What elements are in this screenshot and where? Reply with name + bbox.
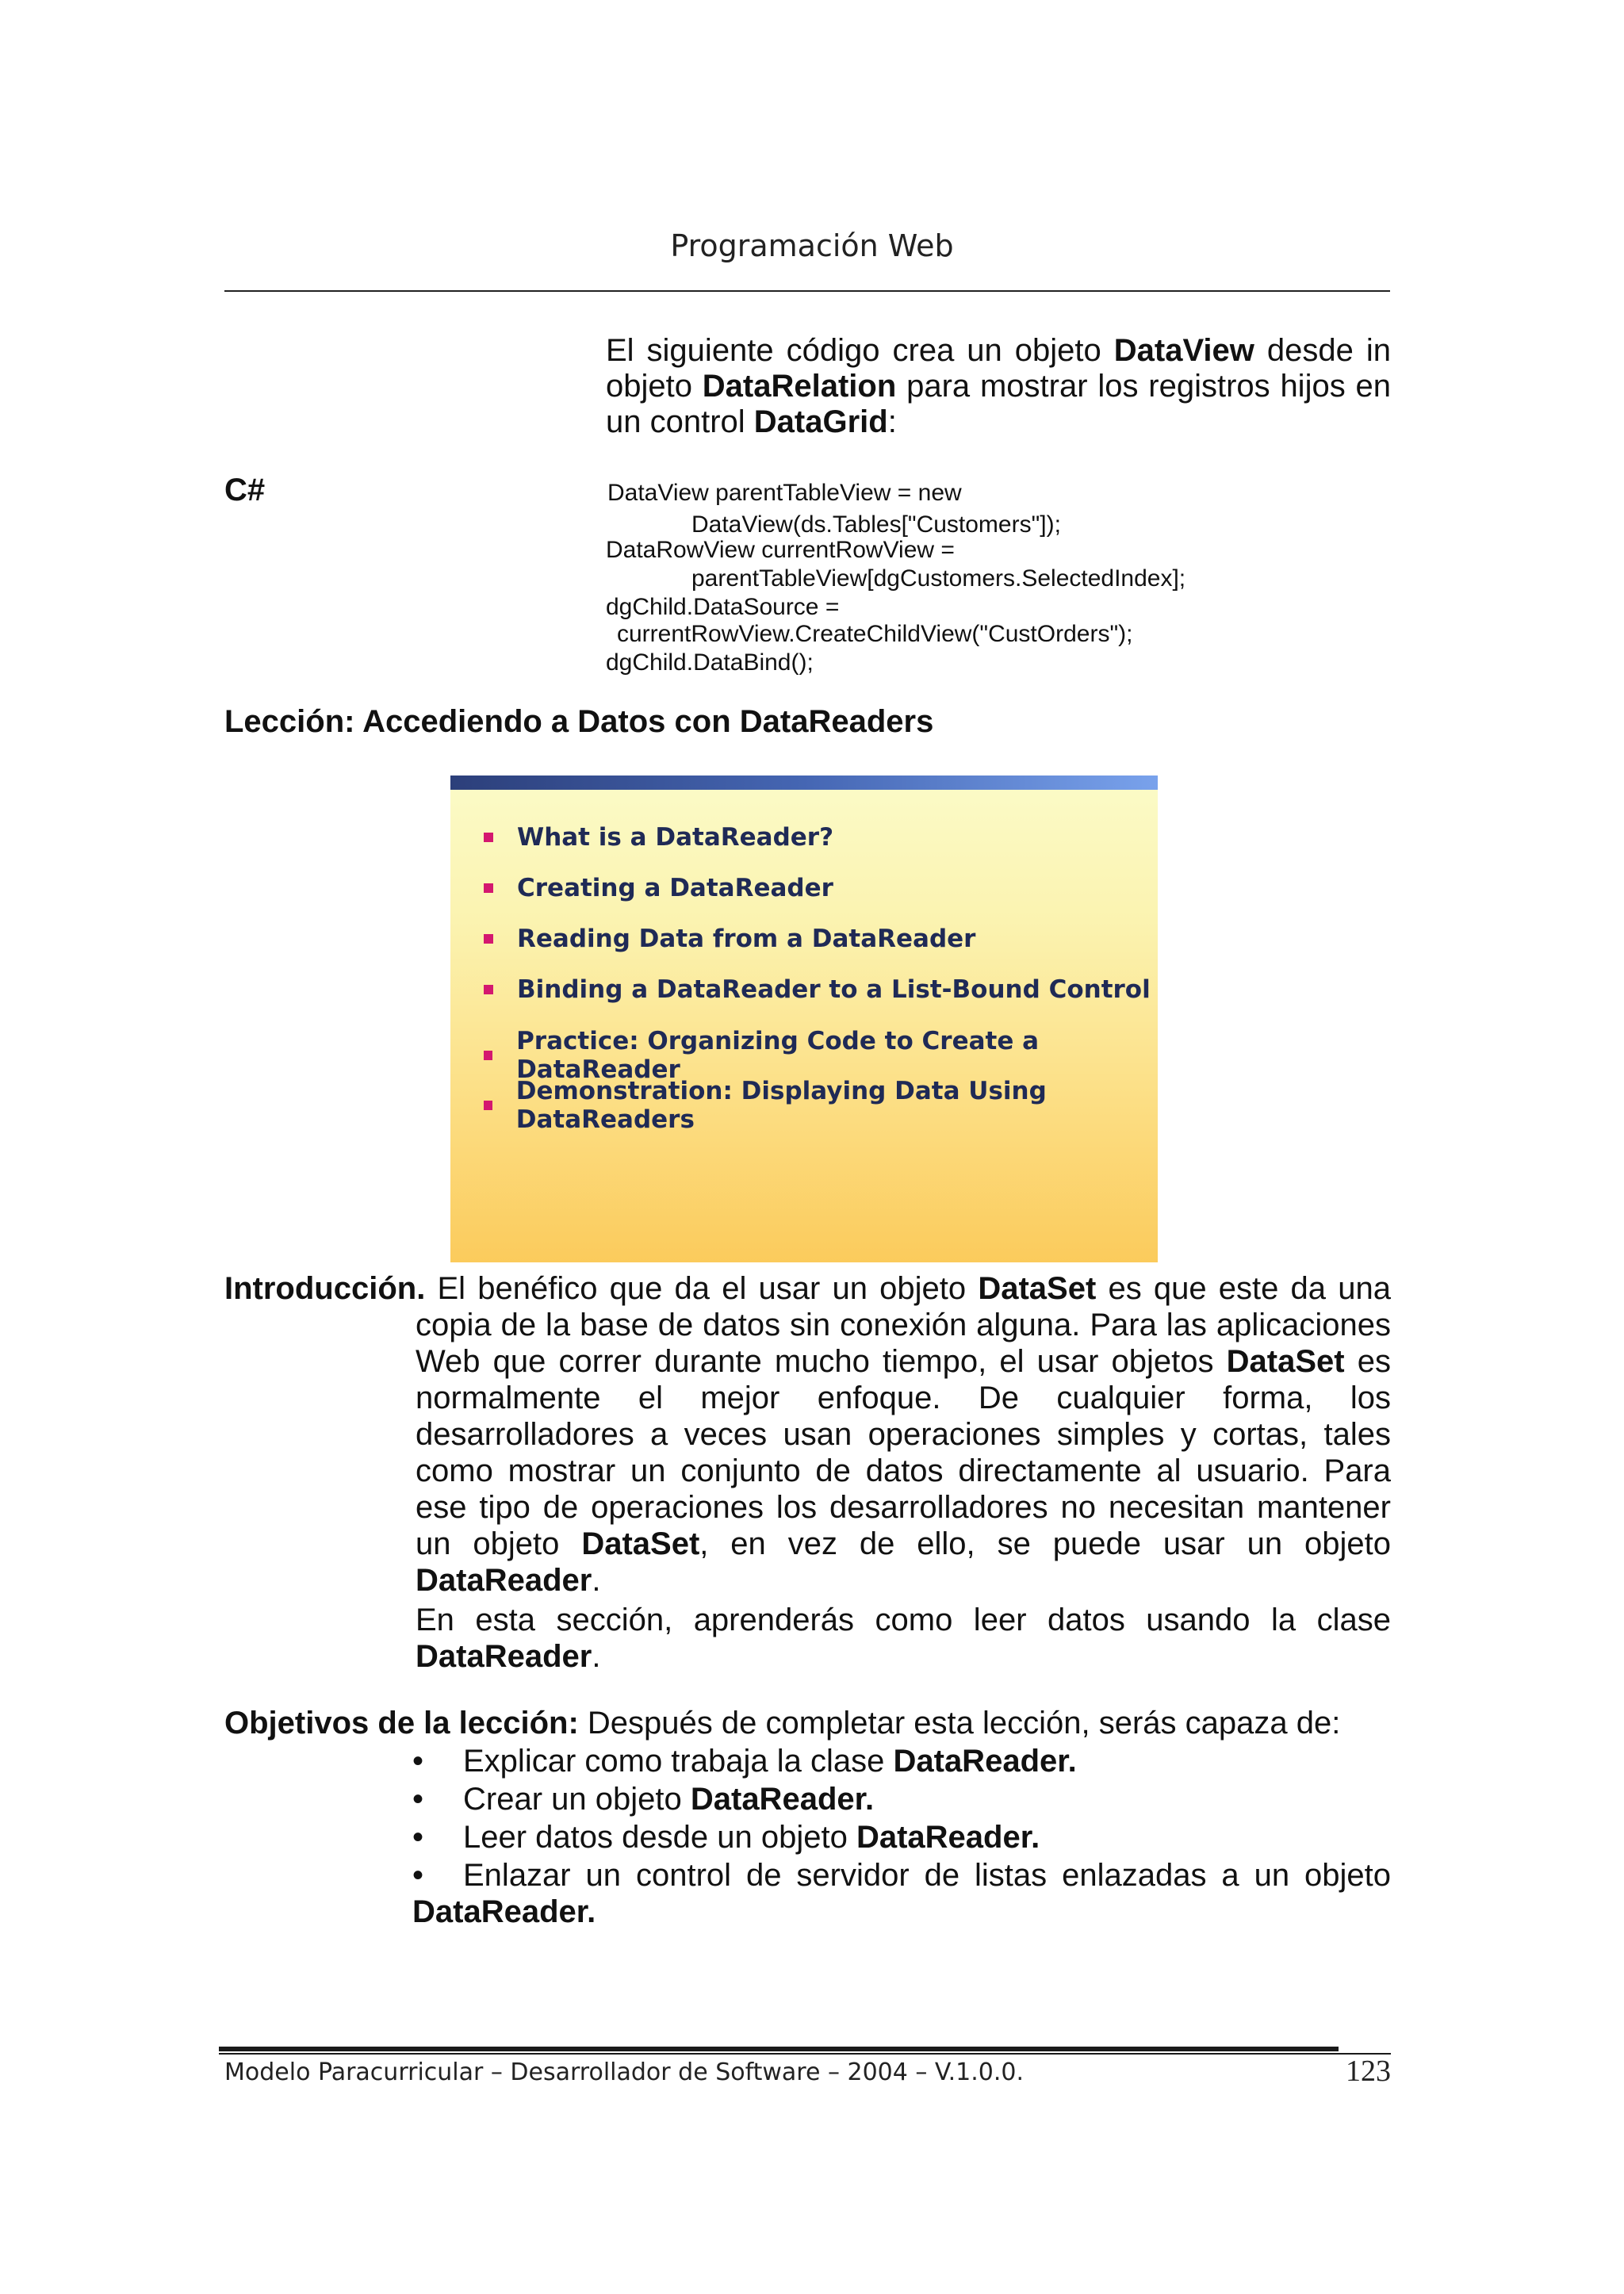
slide-bullet-item: Creating a DataReader — [484, 874, 833, 902]
lesson-slide — [450, 776, 1158, 1262]
code-line: DataView(ds.Tables["Customers"]); — [691, 511, 1061, 538]
bullet-icon: • — [412, 1858, 424, 1893]
slide-bullet-item: Binding a DataReader to a List-Bound Control — [484, 975, 1151, 1004]
code-intro-line-3: un control DataGrid: — [606, 404, 897, 439]
lesson-title: Lección: Accediendo a Datos con DataReaders — [224, 704, 934, 739]
footer-text: Modelo Paracurricular – Desarrollador de Software – 2004 – V.1.0.0. — [224, 2058, 1024, 2086]
header-divider — [224, 290, 1390, 292]
slide-bullet-item: Reading Data from a DataReader — [484, 925, 975, 953]
page-number: 123 — [1346, 2055, 1391, 2088]
objective-list-item: • Leer datos desde un objeto DataReader. — [412, 1820, 1040, 1855]
code-intro-line-2: objeto DataRelation para mostrar los registros hijos en — [606, 369, 1391, 404]
bullet-icon: • — [412, 1820, 424, 1855]
introduccion-label: Introducción. — [224, 1271, 426, 1306]
slide-bullet-item: Practice: Organizing Code to Create a DataReader — [484, 1027, 1158, 1084]
page-header-title: Programación Web — [670, 228, 954, 263]
footer-divider-thin — [219, 2053, 1391, 2055]
introduccion-line-1: Introducción. El benéfico que da el usar un objeto DataSet es que este da una — [224, 1271, 1391, 1306]
code-line: currentRowView.CreateChildView("CustOrders"); — [617, 621, 1133, 647]
code-language-label: C# — [224, 473, 266, 507]
footer-divider-thick — [219, 2047, 1339, 2051]
bullet-icon: • — [412, 1782, 424, 1817]
code-line: dgChild.DataSource = — [606, 594, 840, 620]
code-line: DataRowView currentRowView = — [606, 537, 955, 563]
square-bullet-icon — [484, 934, 493, 944]
square-bullet-icon — [484, 883, 493, 893]
introduccion-body: copia de la base de datos sin conexión alguna. Para las aplicaciones Web que correr durante mucho tiempo, el usar objetos DataSet es normalmente el mejor enfoque. De cualquier forma, los desarrolladores a veces usan operaciones simples y cortas, tales como mostrar un conjunto de datos directamente al usuario. Para ese tipo de operaciones los desarrolladores no necesitan mantener un objeto DataSet, en vez de ello, se puede usar un objeto DataReader. En esta sección, aprenderás como leer datos usando la clase DataReader. — [416, 1308, 1391, 1674]
objective-list-item: • Enlazar un control de servidor de listas enlazadas a un objeto DataReader. — [412, 1858, 1391, 1929]
introduccion-section — [224, 1270, 1391, 1307]
code-line: parentTableView[dgCustomers.SelectedIndex]; — [691, 565, 1186, 592]
bullet-icon: • — [412, 1744, 424, 1779]
slide-title-bar — [450, 776, 1158, 790]
code-line: dgChild.DataBind(); — [606, 649, 814, 676]
code-line: DataView parentTableView = new — [607, 480, 962, 506]
objective-list-item: • Explicar como trabaja la clase DataReader. — [412, 1744, 1077, 1779]
objective-list-item: • Crear un objeto DataReader. — [412, 1782, 875, 1817]
code-intro-line-1: El siguiente código crea un objeto DataView desde in — [606, 333, 1391, 368]
square-bullet-icon — [484, 833, 493, 842]
square-bullet-icon — [484, 1051, 492, 1060]
square-bullet-icon — [484, 985, 493, 994]
code-intro-paragraph — [606, 333, 1391, 440]
slide-bullet-item: Demonstration: Displaying Data Using DataReaders — [484, 1077, 1158, 1134]
objetivos-label: Objetivos de la lección: — [224, 1706, 579, 1741]
square-bullet-icon — [484, 1101, 492, 1110]
objetivos-heading-line: Objetivos de la lección: Después de completar esta lección, serás capaza de: — [224, 1706, 1341, 1741]
slide-bullet-item: What is a DataReader? — [484, 823, 833, 852]
